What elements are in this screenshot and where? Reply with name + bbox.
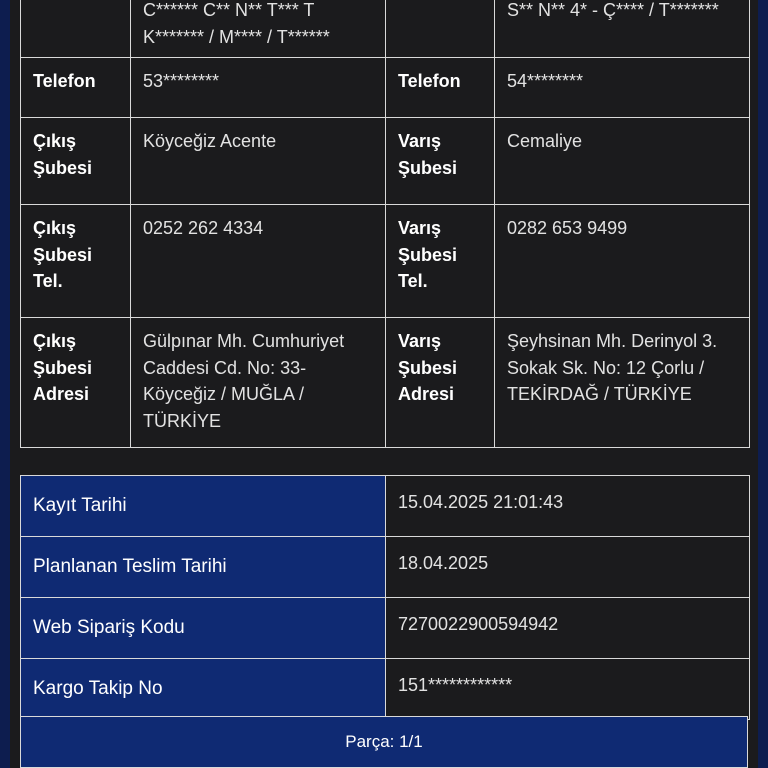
sender-name — [131, 0, 386, 58]
sender-phone: 53******** — [131, 58, 386, 118]
table-row — [21, 205, 750, 318]
shipment-info-table — [20, 0, 750, 448]
empty-cell — [21, 0, 131, 58]
arrival-branch-address: Şeyhsinan Mh. Derinyol 3. Sokak Sk. No: 12 Çorlu / TEKİRDAĞ / TÜRKİYE — [495, 318, 750, 448]
table-row — [21, 476, 750, 537]
sender-name-line1: C****** C** N** T*** T — [143, 0, 315, 20]
table-row — [21, 659, 750, 720]
departure-branch: Köyceğiz Acente — [131, 118, 386, 205]
tracking-number: 151************ — [386, 659, 750, 720]
receiver-phone: 54******** — [495, 58, 750, 118]
departure-branch-address-label: Çıkış Şubesi Adresi — [21, 318, 131, 448]
tracking-number-label: Kargo Takip No — [21, 659, 386, 720]
arrival-branch-tel-label: Varış Şubesi Tel. — [386, 205, 495, 318]
arrival-branch-address-label: Varış Şubesi Adresi — [386, 318, 495, 448]
table-row — [21, 0, 750, 58]
arrival-branch: Cemaliye — [495, 118, 750, 205]
arrival-branch-label: Varış Şubesi — [386, 118, 495, 205]
table-row — [21, 318, 750, 448]
sender-name-line2: K******* / M**** / T****** — [143, 26, 330, 47]
table-row — [21, 598, 750, 659]
sender-phone-label: Telefon — [21, 58, 131, 118]
departure-branch-tel-label: Çıkış Şubesi Tel. — [21, 205, 131, 318]
receiver-name-line1: S** N** 4* - Ç**** / T******* — [507, 0, 719, 20]
web-order-code: 7270022900594942 — [386, 598, 750, 659]
shipment-meta-table — [20, 475, 750, 720]
table-row — [21, 537, 750, 598]
departure-branch-address: Gülpınar Mh. Cumhuriyet Caddesi Cd. No: 33- Köyceğiz / MUĞLA / TÜRKİYE — [131, 318, 386, 448]
departure-branch-tel: 0252 262 4334 — [131, 205, 386, 318]
registration-date: 15.04.2025 21:01:43 — [386, 476, 750, 537]
registration-date-label: Kayıt Tarihi — [21, 476, 386, 537]
planned-delivery-date: 18.04.2025 — [386, 537, 750, 598]
table-row — [21, 118, 750, 205]
table-row — [21, 58, 750, 118]
web-order-code-label: Web Sipariş Kodu — [21, 598, 386, 659]
departure-branch-label: Çıkış Şubesi — [21, 118, 131, 205]
empty-cell — [386, 0, 495, 58]
receiver-name — [495, 0, 750, 58]
receiver-phone-label: Telefon — [386, 58, 495, 118]
parts-header: Parça: 1/1 — [20, 716, 748, 768]
planned-delivery-label: Planlanan Teslim Tarihi — [21, 537, 386, 598]
arrival-branch-tel: 0282 653 9499 — [495, 205, 750, 318]
